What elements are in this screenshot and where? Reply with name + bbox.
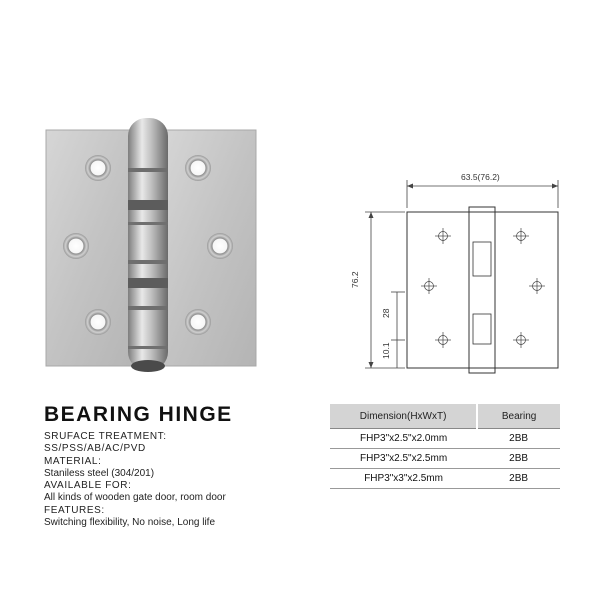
table-header-row — [330, 404, 560, 429]
table-cell: 2BB — [477, 469, 560, 489]
table-cell: 2BB — [477, 449, 560, 469]
table-cell: FHP3"x2.5"x2.0mm — [330, 429, 477, 449]
table-row — [330, 449, 560, 469]
hinge-photo — [42, 110, 260, 380]
height-dimension-label: 76.2 — [350, 271, 360, 288]
width-dimension-label: 63.5(76.2) — [461, 172, 500, 182]
table-cell: FHP3"x3"x2.5mm — [330, 469, 477, 489]
product-title: BEARING HINGE — [44, 403, 233, 426]
spec-line: SRUFACE TREATMENT: — [44, 431, 167, 442]
spec-list — [44, 431, 226, 529]
hinge-knuckle — [128, 118, 168, 372]
table-cell: FHP3"x2.5"x2.5mm — [330, 449, 477, 469]
spec-line: FEATURES: — [44, 504, 105, 516]
hole-spacing-label: 28 — [381, 308, 391, 318]
spec-line: AVAILABLE FOR: — [44, 480, 132, 492]
dimension-table — [330, 404, 560, 489]
column-header-bearing: Bearing — [477, 404, 560, 429]
table-row — [330, 429, 560, 449]
spec-line: Staniless steel (304/201) — [44, 467, 155, 479]
edge-offset-label: 10.1 — [381, 342, 391, 359]
column-header-dimension: Dimension(HxWxT) — [330, 404, 477, 429]
table-cell: 2BB — [477, 429, 560, 449]
table-row — [330, 469, 560, 489]
spec-line: All kinds of wooden gate door, room door — [44, 492, 226, 504]
hole-markers — [421, 228, 545, 348]
spec-line: MATERIAL: — [44, 455, 102, 467]
spec-line: SS/PSS/AB/AC/PVD — [44, 443, 146, 455]
spec-line: Switching flexibility, No noise, Long life — [44, 517, 216, 529]
